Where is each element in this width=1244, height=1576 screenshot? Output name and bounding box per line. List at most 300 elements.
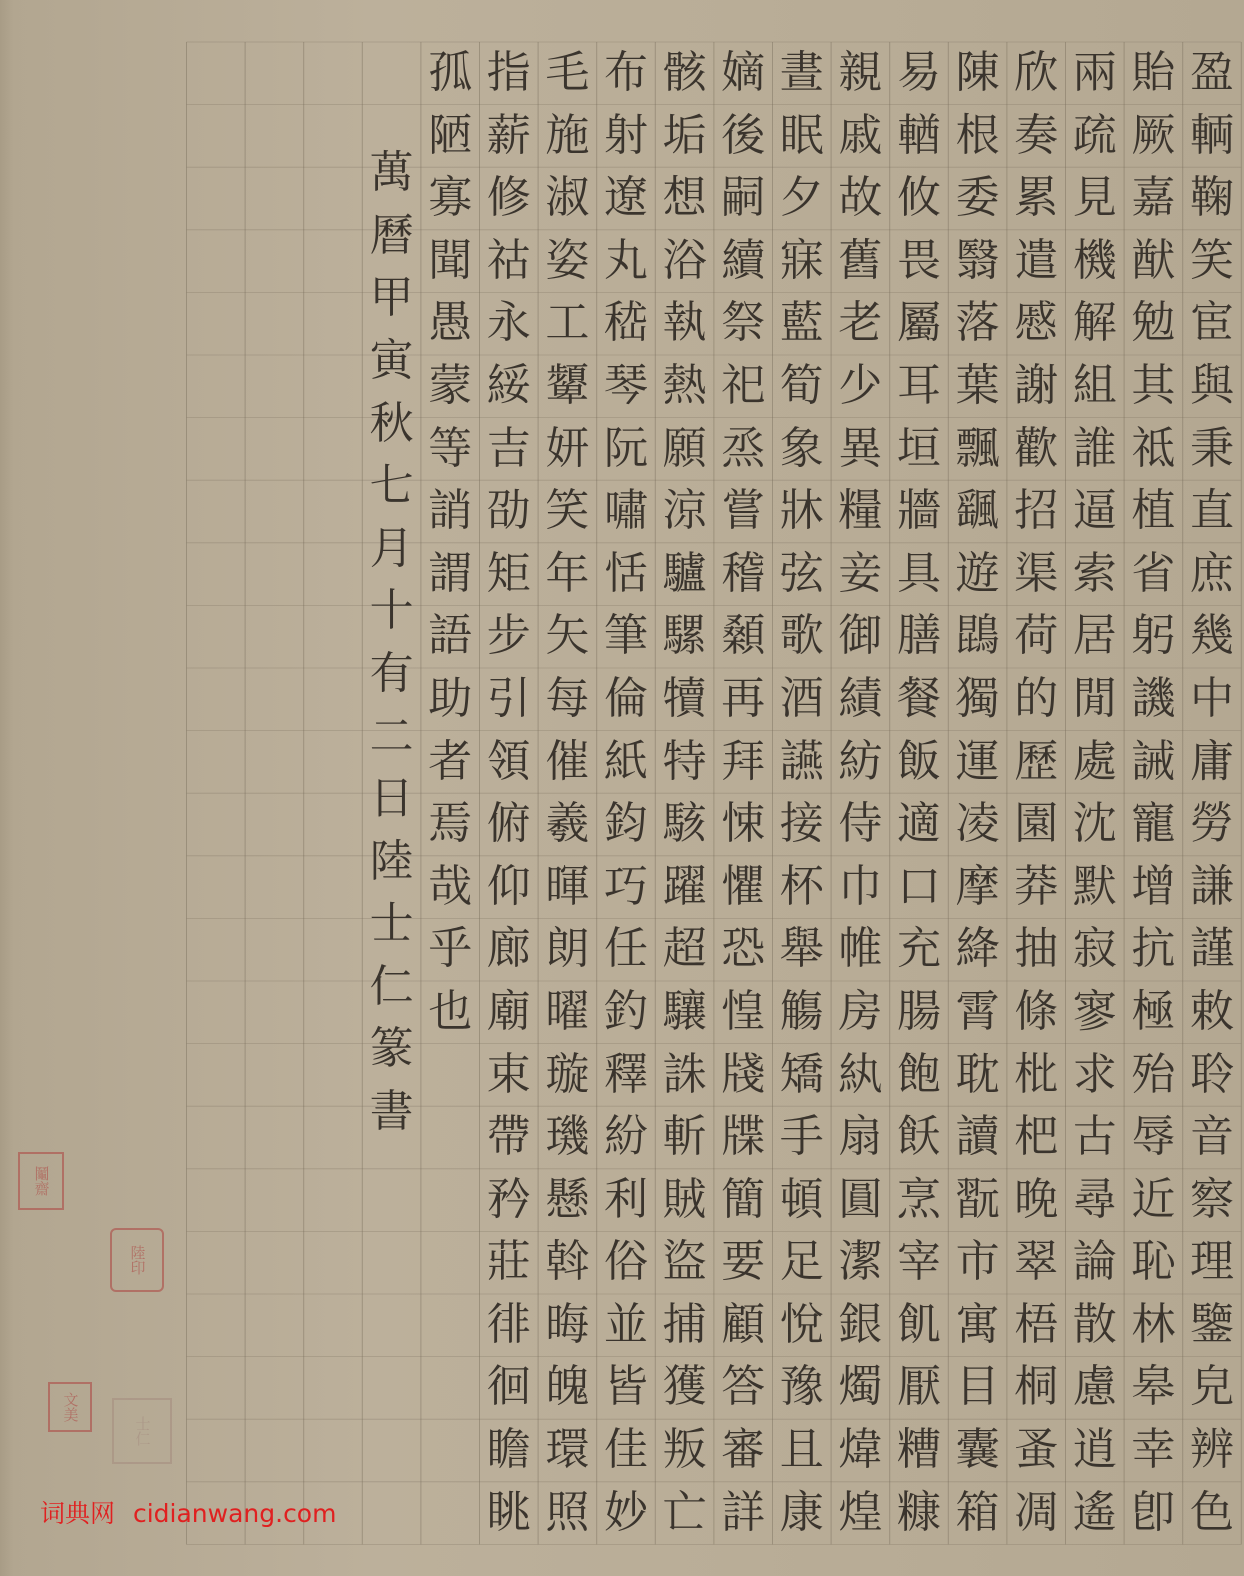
glyph: 抽 <box>1014 923 1059 975</box>
glyph: 顰 <box>545 359 590 411</box>
glyph: 老 <box>838 297 883 349</box>
glyph: 適 <box>897 798 941 850</box>
glyph: 翫 <box>955 1173 1000 1225</box>
glyph: 翳 <box>955 234 1000 286</box>
text-column <box>831 42 889 1544</box>
glyph: 篆 <box>369 1023 414 1075</box>
watermark-cn: 词典网 <box>40 1499 116 1528</box>
glyph: 駭 <box>662 798 707 850</box>
glyph: 驤 <box>662 985 707 1037</box>
glyph: 想 <box>662 172 707 224</box>
glyph: 曆 <box>369 209 414 261</box>
glyph: 近 <box>1131 1173 1176 1225</box>
glyph: 薪 <box>486 109 531 161</box>
glyph: 條 <box>1014 985 1059 1037</box>
glyph: 詳 <box>721 1486 766 1538</box>
glyph: 蚤 <box>1014 1424 1059 1476</box>
glyph: 故 <box>838 172 883 224</box>
glyph: 莽 <box>1014 860 1059 912</box>
glyph: 誅 <box>662 1048 707 1100</box>
text-column <box>1124 42 1182 1544</box>
glyph: 的 <box>1014 672 1059 724</box>
glyph: 秋 <box>369 397 414 449</box>
glyph: 杷 <box>1014 1111 1059 1163</box>
glyph: 語 <box>428 610 473 662</box>
glyph: 矜 <box>486 1173 531 1225</box>
glyph: 厥 <box>1131 109 1176 161</box>
watermark-url: cidianwang.com <box>132 1499 337 1528</box>
glyph: 助 <box>428 672 473 724</box>
glyph: 亡 <box>662 1486 707 1538</box>
glyph: 祭 <box>721 297 766 349</box>
glyph: 歡 <box>1014 422 1059 474</box>
glyph: 恐 <box>721 923 766 975</box>
glyph: 桐 <box>1014 1361 1059 1413</box>
glyph: 環 <box>545 1424 590 1476</box>
glyph: 犢 <box>662 672 707 724</box>
seal-lower-small: 文美 <box>48 1382 92 1432</box>
glyph: 直 <box>1190 485 1234 537</box>
glyph: 寡 <box>428 172 473 224</box>
watermark <box>40 1494 346 1530</box>
glyph: 誚 <box>428 485 473 537</box>
glyph: 紛 <box>604 1111 648 1163</box>
glyph: 照 <box>545 1486 590 1538</box>
glyph: 姿 <box>545 234 590 286</box>
glyph: 謹 <box>1190 923 1234 975</box>
glyph: 璣 <box>545 1111 590 1163</box>
glyph: 與 <box>1190 359 1234 411</box>
glyph: 烝 <box>721 422 766 474</box>
glyph: 園 <box>1014 798 1059 850</box>
glyph: 接 <box>779 798 824 850</box>
glyph: 銀 <box>838 1298 883 1350</box>
glyph: 恬 <box>604 547 648 599</box>
glyph: 戚 <box>838 109 883 161</box>
glyph: 絳 <box>955 923 1000 975</box>
glyph: 釣 <box>604 985 648 1037</box>
glyph: 要 <box>721 1236 766 1288</box>
glyph: 糧 <box>838 485 883 537</box>
text-column <box>1007 42 1065 1544</box>
glyph: 矯 <box>779 1048 824 1100</box>
glyph: 鞠 <box>1190 172 1234 224</box>
glyph: 射 <box>604 109 648 161</box>
glyph: 運 <box>955 735 1000 787</box>
glyph: 指 <box>486 47 531 98</box>
glyph: 徘 <box>486 1298 531 1350</box>
glyph: 遊 <box>955 547 1000 599</box>
glyph: 卽 <box>1131 1486 1176 1538</box>
glyph: 嘉 <box>1131 172 1176 224</box>
glyph: 根 <box>955 109 1000 161</box>
glyph: 宰 <box>897 1236 941 1288</box>
glyph: 處 <box>1072 735 1117 787</box>
glyph: 蒙 <box>428 359 473 411</box>
glyph: 毛 <box>545 47 590 98</box>
glyph: 幸 <box>1131 1424 1176 1476</box>
glyph: 筆 <box>604 610 648 662</box>
glyph: 紈 <box>838 1048 883 1100</box>
glyph: 悅 <box>779 1298 824 1350</box>
glyph: 其 <box>1131 359 1176 411</box>
glyph: 且 <box>779 1424 824 1476</box>
glyph: 步 <box>486 610 531 662</box>
glyph: 組 <box>1072 359 1117 411</box>
glyph: 勉 <box>1131 297 1176 349</box>
glyph: 垢 <box>662 109 707 161</box>
glyph: 寥 <box>1072 985 1117 1037</box>
glyph: 欣 <box>1014 47 1059 98</box>
glyph: 霄 <box>955 985 1000 1037</box>
glyph: 牒 <box>721 1111 766 1163</box>
glyph: 晦 <box>545 1298 590 1350</box>
glyph: 祜 <box>486 234 531 286</box>
glyph: 理 <box>1190 1236 1234 1288</box>
glyph: 察 <box>1190 1173 1234 1225</box>
glyph: 寵 <box>1131 798 1176 850</box>
glyph: 布 <box>604 47 648 98</box>
glyph: 豫 <box>779 1361 824 1413</box>
glyph: 俯 <box>486 798 531 850</box>
glyph: 慼 <box>1014 297 1059 349</box>
glyph: 焉 <box>428 798 473 850</box>
glyph: 魄 <box>545 1361 590 1413</box>
glyph: 寐 <box>779 234 824 286</box>
glyph: 頓 <box>779 1173 824 1225</box>
glyph: 績 <box>838 672 883 724</box>
glyph: 夕 <box>779 172 824 224</box>
glyph: 執 <box>662 297 707 349</box>
glyph: 貽 <box>1131 47 1176 98</box>
glyph: 颻 <box>955 485 1000 537</box>
glyph: 市 <box>955 1236 1000 1288</box>
glyph: 攸 <box>897 172 941 224</box>
glyph: 帷 <box>838 923 883 975</box>
glyph: 極 <box>1131 985 1176 1037</box>
text-column <box>421 42 479 1044</box>
glyph: 斬 <box>662 1111 707 1163</box>
glyph: 矢 <box>545 610 590 662</box>
glyph: 庶 <box>1190 547 1234 599</box>
glyph: 幾 <box>1190 610 1234 662</box>
text-column <box>773 42 831 1544</box>
glyph: 增 <box>1131 860 1176 912</box>
glyph: 眠 <box>779 109 824 161</box>
glyph: 拜 <box>721 735 766 787</box>
glyph: 謝 <box>1014 359 1059 411</box>
glyph: 囊 <box>955 1424 1000 1476</box>
glyph: 淑 <box>545 172 590 224</box>
glyph: 嘯 <box>604 485 648 537</box>
glyph: 尋 <box>1072 1173 1117 1225</box>
glyph: 俗 <box>604 1236 648 1288</box>
glyph: 耽 <box>955 1048 1000 1100</box>
glyph: 口 <box>897 860 941 912</box>
glyph: 後 <box>721 109 766 161</box>
glyph: 糠 <box>897 1486 941 1538</box>
glyph: 梧 <box>1014 1298 1059 1350</box>
glyph: 摩 <box>955 860 1000 912</box>
glyph: 懸 <box>545 1173 590 1225</box>
glyph: 劭 <box>486 485 531 537</box>
glyph: 煒 <box>838 1424 883 1476</box>
glyph: 驢 <box>662 547 707 599</box>
glyph: 索 <box>1072 547 1117 599</box>
glyph: 誡 <box>1131 735 1176 787</box>
glyph: 倫 <box>604 672 648 724</box>
glyph: 哉 <box>428 860 473 912</box>
glyph: 妍 <box>545 422 590 474</box>
glyph: 解 <box>1072 297 1117 349</box>
glyph: 嵇 <box>604 297 648 349</box>
glyph: 十 <box>369 585 414 637</box>
glyph: 羲 <box>545 798 590 850</box>
glyph: 顧 <box>721 1298 766 1350</box>
glyph: 藍 <box>779 297 824 349</box>
glyph: 有 <box>369 647 414 699</box>
glyph: 紡 <box>838 735 883 787</box>
glyph: 綏 <box>486 359 531 411</box>
glyph: 凌 <box>955 798 1000 850</box>
glyph: 永 <box>486 297 531 349</box>
glyph: 牋 <box>721 1048 766 1100</box>
glyph: 膳 <box>897 610 941 662</box>
glyph: 植 <box>1131 485 1176 537</box>
glyph: 翠 <box>1014 1236 1059 1288</box>
glyph: 莊 <box>486 1236 531 1288</box>
glyph: 御 <box>838 610 883 662</box>
glyph: 陳 <box>955 47 1000 98</box>
text-column <box>949 42 1007 1544</box>
glyph: 耳 <box>897 359 941 411</box>
glyph: 嫡 <box>721 47 766 98</box>
glyph: 讀 <box>955 1111 1000 1163</box>
glyph: 催 <box>545 735 590 787</box>
glyph: 祀 <box>721 359 766 411</box>
text-column <box>538 42 596 1544</box>
glyph: 圓 <box>838 1173 883 1225</box>
glyph: 古 <box>1072 1111 1117 1163</box>
glyph: 超 <box>662 923 707 975</box>
glyph: 仰 <box>486 860 531 912</box>
glyph: 妙 <box>604 1486 648 1538</box>
glyph: 乎 <box>428 923 473 975</box>
glyph: 抗 <box>1131 923 1176 975</box>
glyph: 慮 <box>1072 1361 1117 1413</box>
glyph: 施 <box>545 109 590 161</box>
glyph: 嘗 <box>721 485 766 537</box>
glyph: 賊 <box>662 1173 707 1225</box>
glyph: 閒 <box>1072 672 1117 724</box>
glyph: 每 <box>545 672 590 724</box>
text-column <box>890 42 948 1544</box>
glyph: 荷 <box>1014 610 1059 662</box>
glyph: 紙 <box>604 735 648 787</box>
glyph: 簡 <box>721 1173 766 1225</box>
glyph: 士 <box>369 898 414 950</box>
glyph: 阮 <box>604 422 648 474</box>
glyph: 引 <box>486 672 531 724</box>
glyph: 默 <box>1072 860 1117 912</box>
glyph: 懼 <box>721 860 766 912</box>
glyph: 任 <box>604 923 648 975</box>
glyph: 續 <box>721 234 766 286</box>
glyph: 酒 <box>779 672 824 724</box>
glyph: 委 <box>955 172 1000 224</box>
glyph: 二 <box>369 710 414 762</box>
glyph: 煌 <box>838 1486 883 1538</box>
glyph: 飢 <box>897 1298 941 1350</box>
glyph: 招 <box>1014 485 1059 537</box>
glyph: 房 <box>838 985 883 1037</box>
glyph: 也 <box>428 985 473 1037</box>
glyph: 朗 <box>545 923 590 975</box>
glyph: 願 <box>662 422 707 474</box>
glyph: 枇 <box>1014 1048 1059 1100</box>
glyph: 林 <box>1131 1298 1176 1350</box>
glyph: 巾 <box>838 860 883 912</box>
glyph: 腸 <box>897 985 941 1037</box>
glyph: 辨 <box>1190 1424 1234 1476</box>
seal-middle: 陸印 <box>110 1228 164 1292</box>
glyph: 吉 <box>486 422 531 474</box>
glyph: 飄 <box>955 422 1000 474</box>
glyph: 眺 <box>486 1486 531 1538</box>
glyph: 躍 <box>662 860 707 912</box>
glyph: 飯 <box>897 735 941 787</box>
glyph: 猷 <box>1131 234 1176 286</box>
glyph: 熱 <box>662 359 707 411</box>
glyph: 累 <box>1014 172 1059 224</box>
glyph: 秉 <box>1190 422 1234 474</box>
glyph: 牆 <box>897 485 941 537</box>
glyph: 手 <box>779 1111 824 1163</box>
glyph: 再 <box>721 672 766 724</box>
glyph: 謂 <box>428 547 473 599</box>
glyph: 特 <box>662 735 707 787</box>
glyph: 矩 <box>486 547 531 599</box>
glyph: 領 <box>486 735 531 787</box>
glyph: 象 <box>779 422 824 474</box>
glyph: 悚 <box>721 798 766 850</box>
glyph: 聆 <box>1190 1048 1234 1100</box>
glyph: 盜 <box>662 1236 707 1288</box>
glyph: 嗣 <box>721 172 766 224</box>
glyph: 論 <box>1072 1236 1117 1288</box>
glyph: 盈 <box>1190 47 1234 98</box>
glyph: 餐 <box>897 672 941 724</box>
glyph: 飫 <box>897 1111 941 1163</box>
glyph: 見 <box>1072 172 1117 224</box>
glyph: 充 <box>897 923 941 975</box>
glyph: 捕 <box>662 1298 707 1350</box>
glyph: 恥 <box>1131 1236 1176 1288</box>
glyph: 寅 <box>369 334 414 386</box>
glyph: 親 <box>838 47 883 98</box>
glyph: 皆 <box>604 1361 648 1413</box>
glyph: 帶 <box>486 1111 531 1163</box>
text-column <box>1183 42 1241 1544</box>
glyph: 足 <box>779 1236 824 1288</box>
glyph: 宦 <box>1190 297 1234 349</box>
glyph: 疏 <box>1072 109 1117 161</box>
glyph: 晝 <box>779 47 824 98</box>
glyph: 愚 <box>428 297 473 349</box>
glyph: 辱 <box>1131 1111 1176 1163</box>
glyph: 兩 <box>1072 47 1117 98</box>
glyph: 筍 <box>779 359 824 411</box>
glyph: 巧 <box>604 860 648 912</box>
glyph: 音 <box>1190 1111 1234 1163</box>
glyph: 渠 <box>1014 547 1059 599</box>
glyph: 躬 <box>1131 610 1176 662</box>
glyph: 稽 <box>721 547 766 599</box>
glyph: 並 <box>604 1298 648 1350</box>
glyph: 機 <box>1072 234 1117 286</box>
glyph: 葉 <box>955 359 1000 411</box>
glyph: 皋 <box>1131 1361 1176 1413</box>
glyph: 奏 <box>1014 109 1059 161</box>
glyph: 謙 <box>1190 860 1234 912</box>
glyph: 目 <box>955 1361 1000 1413</box>
glyph: 瞻 <box>486 1424 531 1476</box>
glyph: 皃 <box>1190 1361 1234 1413</box>
text-column <box>363 142 421 1144</box>
glyph: 庸 <box>1190 735 1234 787</box>
glyph: 笑 <box>1190 234 1234 286</box>
glyph: 中 <box>1190 672 1234 724</box>
glyph: 誰 <box>1072 422 1117 474</box>
glyph: 畏 <box>897 234 941 286</box>
glyph: 糟 <box>897 1424 941 1476</box>
glyph: 浴 <box>662 234 707 286</box>
seal-upper: 鬮齋 <box>18 1152 64 1210</box>
glyph: 惶 <box>721 985 766 1037</box>
glyph: 寓 <box>955 1298 1000 1350</box>
glyph: 居 <box>1072 610 1117 662</box>
glyph: 束 <box>486 1048 531 1100</box>
glyph: 殆 <box>1131 1048 1176 1100</box>
glyph: 散 <box>1072 1298 1117 1350</box>
seal-lower-faded: 士仁 <box>112 1398 172 1464</box>
glyph: 杯 <box>779 860 824 912</box>
glyph: 陋 <box>428 109 473 161</box>
glyph: 遣 <box>1014 234 1059 286</box>
glyph: 具 <box>897 547 941 599</box>
glyph: 聞 <box>428 234 473 286</box>
glyph: 者 <box>428 735 473 787</box>
glyph: 等 <box>428 422 473 474</box>
glyph: 暉 <box>545 860 590 912</box>
glyph: 求 <box>1072 1048 1117 1100</box>
glyph: 譏 <box>1131 672 1176 724</box>
glyph: 侍 <box>838 798 883 850</box>
glyph: 孤 <box>428 47 473 98</box>
glyph: 陸 <box>369 835 414 887</box>
glyph: 骸 <box>662 47 707 98</box>
glyph: 鑒 <box>1190 1298 1234 1350</box>
glyph: 寂 <box>1072 923 1117 975</box>
text-column <box>656 42 714 1544</box>
glyph: 沈 <box>1072 798 1117 850</box>
glyph: 飽 <box>897 1048 941 1100</box>
glyph: 敕 <box>1190 985 1234 1037</box>
glyph: 凋 <box>1014 1486 1059 1538</box>
glyph: 書 <box>369 1086 414 1138</box>
glyph: 獲 <box>662 1361 707 1413</box>
glyph: 歌 <box>779 610 824 662</box>
